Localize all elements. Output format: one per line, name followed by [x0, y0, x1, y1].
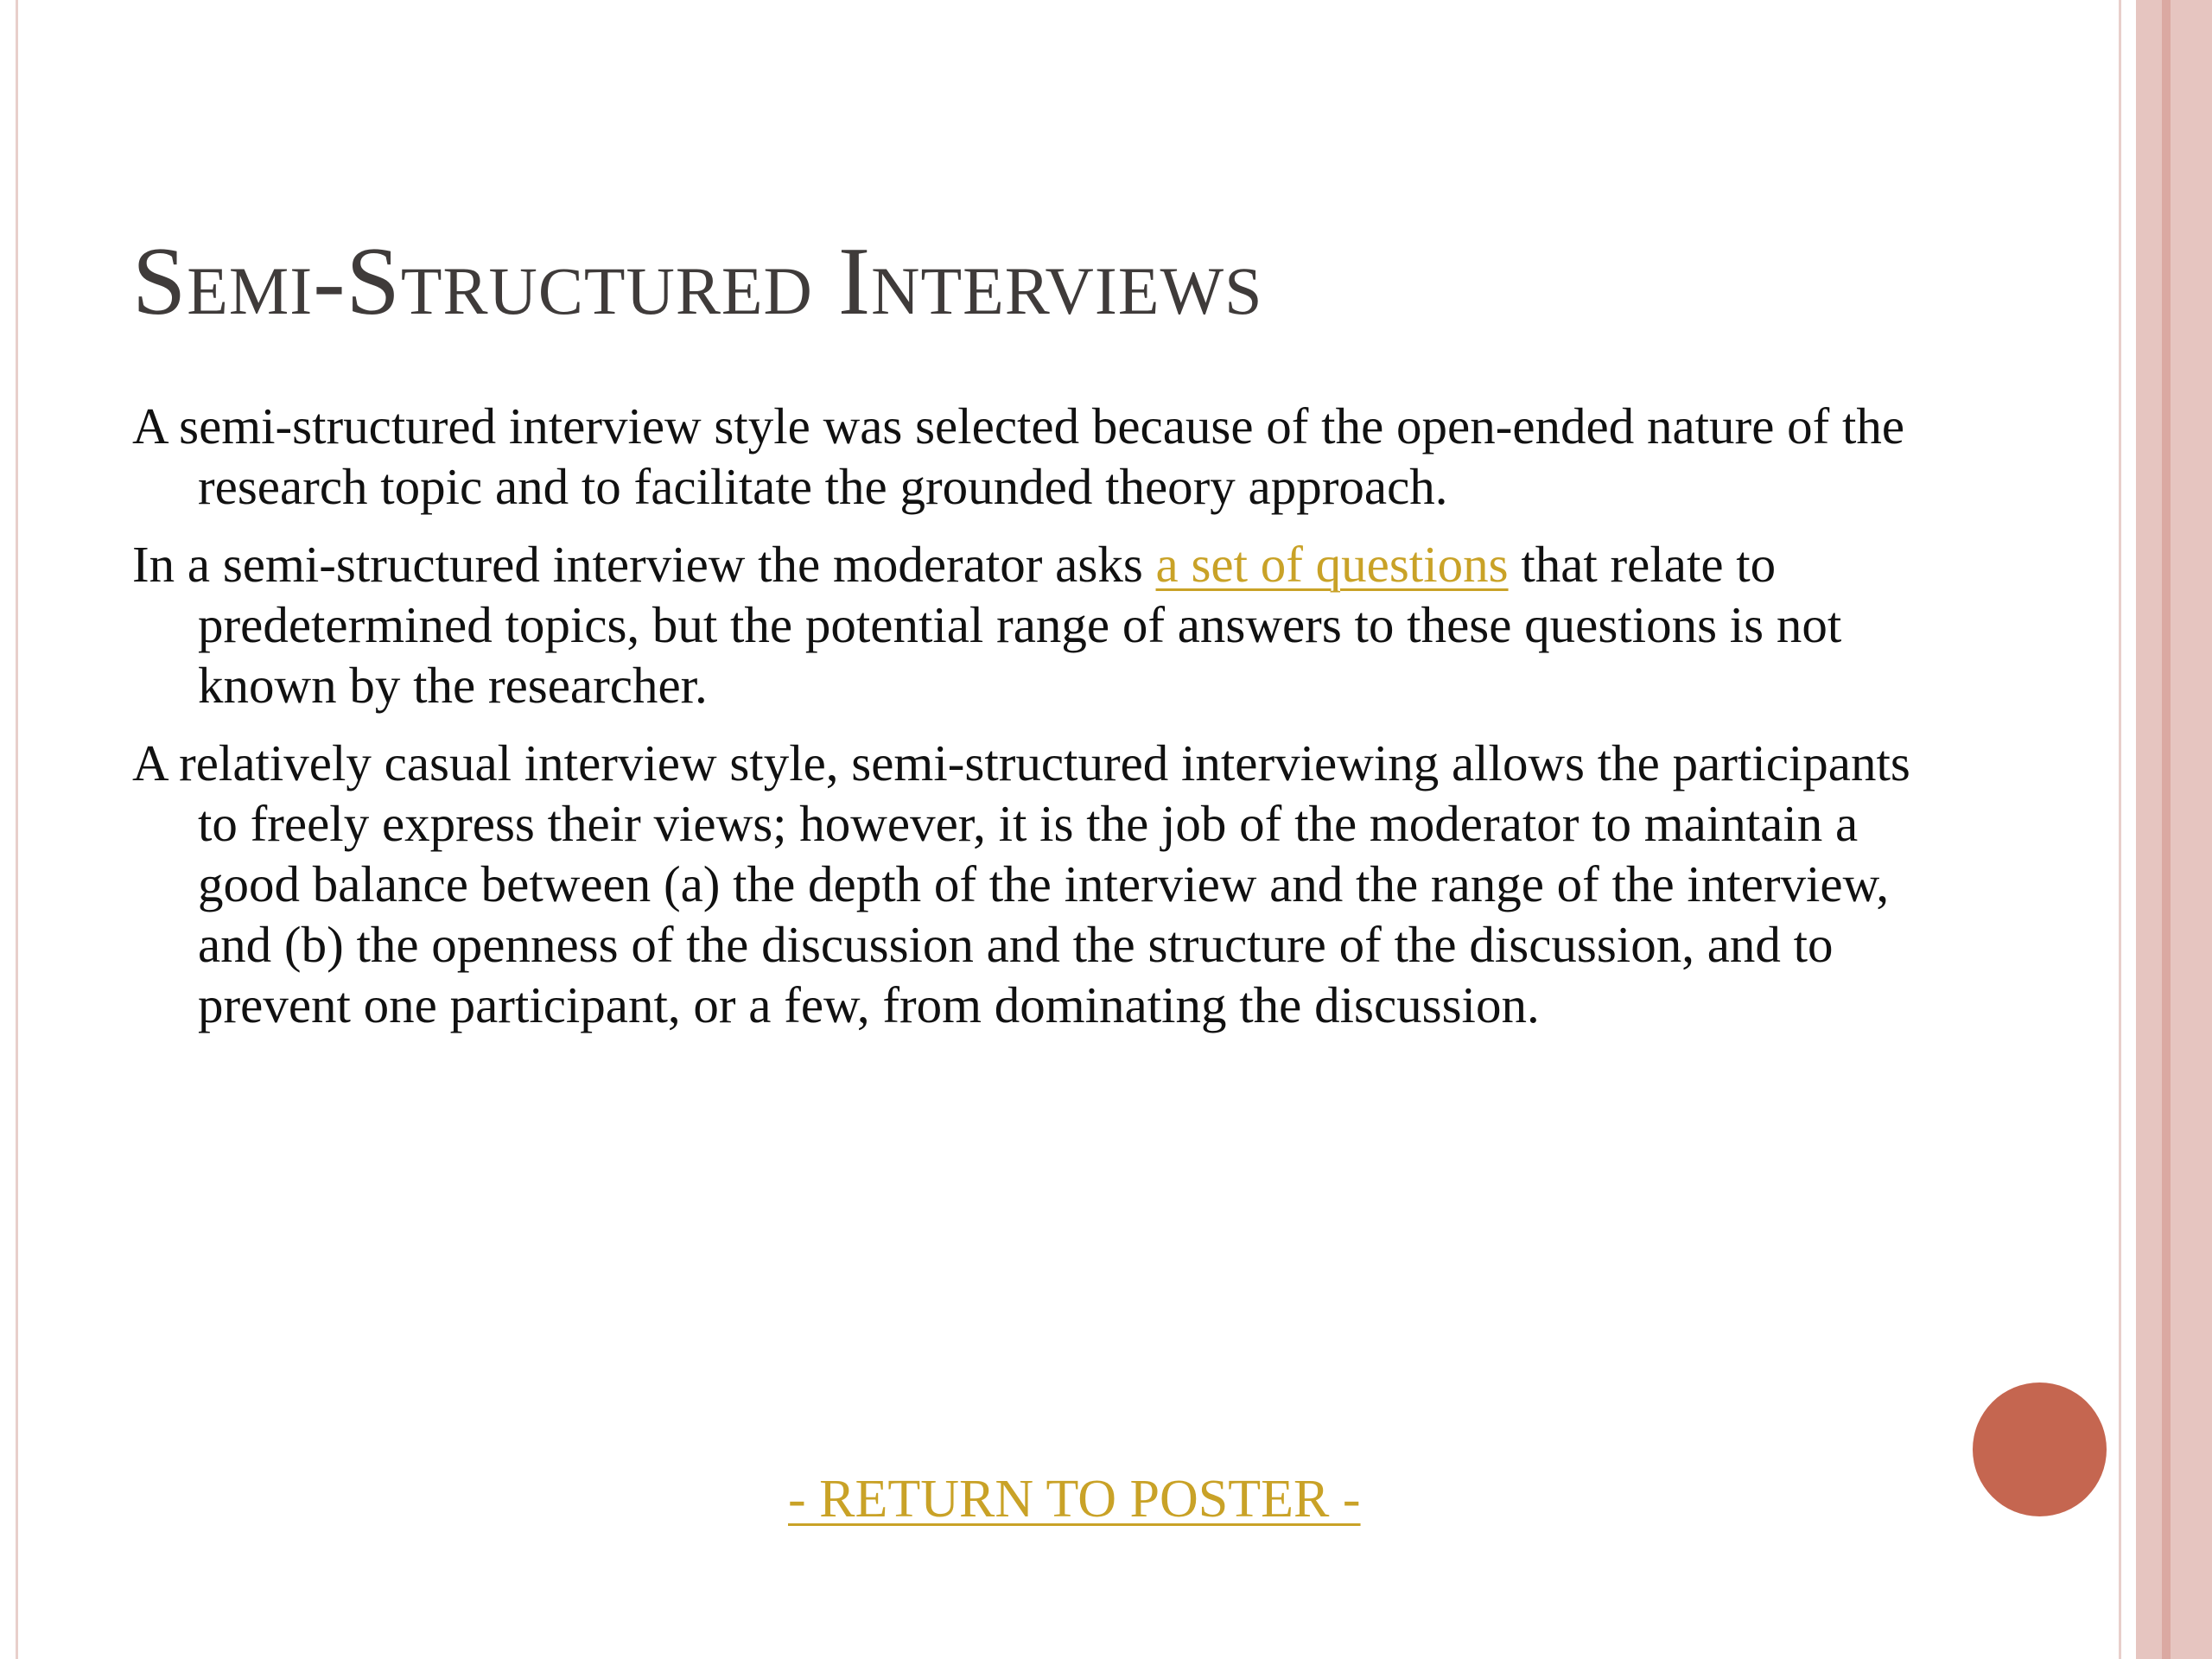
paragraph-3: A relatively casual interview style, semi-structured interviewing allows the participants to freely express their views; however, it is the job of the moderator to maintain a good balance between (a) the depth of the interview and the range of the interview, and (b) the openness of the discussion and the structure of the discussion, and to prevent one participant, or a few, from dominating the discussion. [132, 734, 1910, 1033]
left-border-line [16, 0, 18, 1659]
slide-title: Semi-Structured Interviews [132, 228, 1263, 335]
paragraph-2-after: that relate to predetermined topics, but the potential range of answers to these questions is not known by the researcher. [198, 536, 1842, 714]
paragraph-1: A semi-structured interview style was selected because of the open-ended nature of the research topic and to facilitate the grounded theory approach. [132, 397, 1905, 515]
set-of-questions-link[interactable]: a set of questions [1155, 536, 1509, 593]
right-border-line [2119, 0, 2121, 1659]
right-decorative-band [2136, 0, 2212, 1659]
paragraph-2-before: In a semi-structured interview the moderator asks [132, 536, 1156, 593]
slide-body [132, 396, 1921, 1052]
return-to-poster-link[interactable]: - RETURN TO POSTER - [788, 1470, 1361, 1529]
decorative-circle [1973, 1382, 2107, 1516]
paragraph-2 [132, 534, 1921, 715]
right-band-stripe [2162, 0, 2171, 1659]
